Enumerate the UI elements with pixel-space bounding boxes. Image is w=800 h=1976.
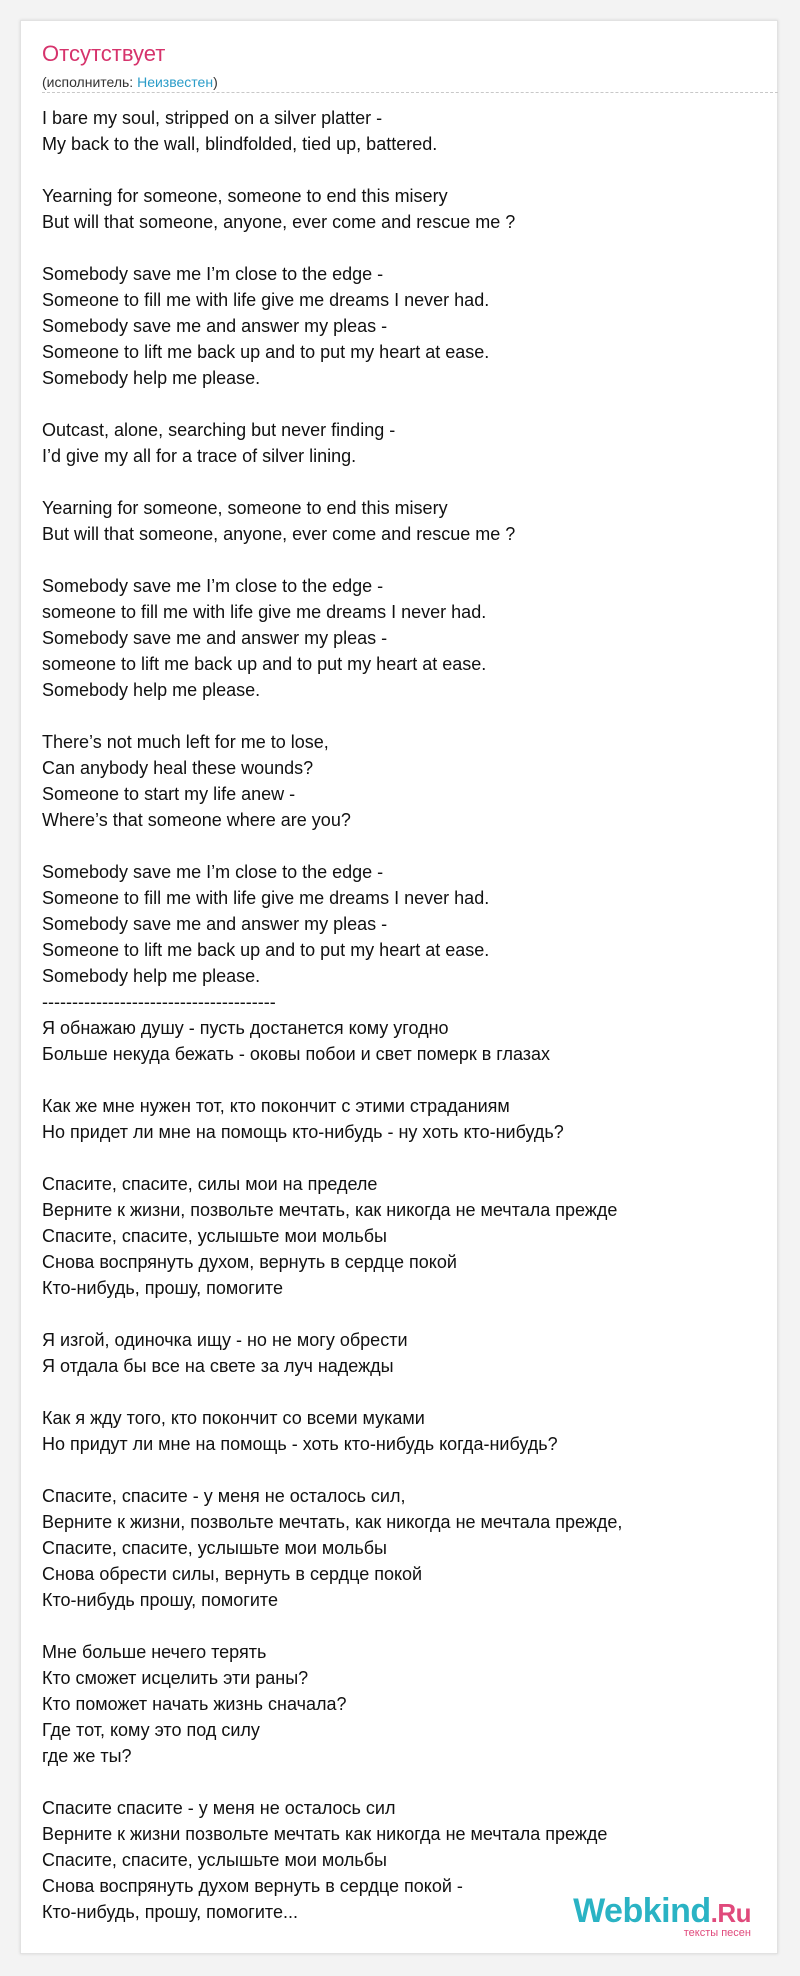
lyric-line: I bare my soul, stripped on a silver platter - bbox=[42, 108, 383, 128]
lyric-line: Somebody save me and answer my pleas - bbox=[42, 316, 388, 336]
lyric-line bbox=[42, 1067, 772, 1093]
lyric-line: someone to lift me back up and to put my heart at ease. bbox=[42, 654, 487, 674]
lyric-line bbox=[42, 1613, 772, 1639]
lyrics-card bbox=[20, 20, 778, 1954]
lyric-line: There’s not much left for me to lose, bbox=[42, 732, 329, 752]
lyric-line bbox=[42, 1769, 772, 1795]
lyric-line: Но придут ли мне на помощь - хоть кто-нибудь когда-нибудь? bbox=[42, 1434, 558, 1454]
lyric-line: Yearning for someone, someone to end this misery bbox=[42, 186, 448, 206]
lyric-line bbox=[42, 1145, 772, 1171]
lyric-line: Спасите, спасите, услышьте мои мольбы bbox=[42, 1538, 387, 1558]
lyric-line: Снова воспрянуть духом вернуть в сердце покой - bbox=[42, 1876, 463, 1896]
lyric-line: Верните к жизни, позвольте мечтать, как никогда не мечтала прежде bbox=[42, 1200, 618, 1220]
lyric-line: Someone to fill me with life give me dreams I never had. bbox=[42, 888, 490, 908]
logo-tagline: тексты песен bbox=[683, 1927, 751, 1939]
lyric-line: Спасите, спасите, силы мои на пределе bbox=[42, 1174, 378, 1194]
lyric-line: Somebody save me I’m close to the edge - bbox=[42, 264, 384, 284]
lyric-line bbox=[42, 1379, 772, 1405]
lyric-line bbox=[42, 1457, 772, 1483]
lyric-line: --------------------------------------- bbox=[42, 992, 276, 1012]
lyric-line: Спасите, спасите - у меня не осталось сил, bbox=[42, 1486, 406, 1506]
artist-suffix: ) bbox=[213, 74, 218, 90]
lyrics-body bbox=[42, 105, 772, 1925]
lyric-line: My back to the wall, blindfolded, tied up, battered. bbox=[42, 134, 438, 154]
lyric-line: Кто-нибудь прошу, помогите bbox=[42, 1590, 278, 1610]
lyric-line: Снова обрести силы, вернуть в сердце покой bbox=[42, 1564, 423, 1584]
lyric-line: Но придет ли мне на помощь кто-нибудь - ну хоть кто-нибудь? bbox=[42, 1122, 564, 1142]
lyric-line: Someone to start my life anew - bbox=[42, 784, 296, 804]
lyric-line: I’d give my all for a trace of silver lining. bbox=[42, 446, 357, 466]
lyric-line: Yearning for someone, someone to end this misery bbox=[42, 498, 448, 518]
lyric-line: someone to fill me with life give me dreams I never had. bbox=[42, 602, 487, 622]
lyric-line: Where’s that someone where are you? bbox=[42, 810, 351, 830]
logo-tld: .Ru bbox=[710, 1898, 751, 1928]
artist-prefix: (исполнитель: bbox=[42, 74, 138, 90]
lyric-line: Кто сможет исцелить эти раны? bbox=[42, 1668, 309, 1688]
lyric-line bbox=[42, 703, 772, 729]
lyric-line: But will that someone, anyone, ever come and rescue me ? bbox=[42, 212, 516, 232]
lyric-line: Somebody help me please. bbox=[42, 966, 261, 986]
lyric-line bbox=[42, 469, 772, 495]
lyric-line: Я обнажаю душу - пусть достанется кому угодно bbox=[42, 1018, 449, 1038]
lyric-line: Кто-нибудь, прошу, помогите... bbox=[42, 1902, 298, 1922]
lyric-line: Someone to lift me back up and to put my heart at ease. bbox=[42, 342, 490, 362]
lyric-line: Can anybody heal these wounds? bbox=[42, 758, 314, 778]
lyric-line: Somebody save me I’m close to the edge - bbox=[42, 576, 384, 596]
artist-line bbox=[42, 73, 218, 91]
lyric-line: Снова воспрянуть духом, вернуть в сердце покой bbox=[42, 1252, 457, 1272]
lyric-line: Где тот, кому это под силу bbox=[42, 1720, 260, 1740]
lyric-line: Someone to lift me back up and to put my heart at ease. bbox=[42, 940, 490, 960]
lyric-line bbox=[42, 391, 772, 417]
lyric-line: Мне больше нечего терять bbox=[42, 1642, 267, 1662]
title-divider bbox=[42, 92, 778, 93]
lyric-line: Я изгой, одиночка ищу - но не могу обрести bbox=[42, 1330, 408, 1350]
lyric-line: Спасите, спасите, услышьте мои мольбы bbox=[42, 1226, 387, 1246]
lyric-line: Как же мне нужен тот, кто покончит с этими страданиям bbox=[42, 1096, 510, 1116]
lyric-line: Как я жду того, кто покончит со всеми муками bbox=[42, 1408, 425, 1428]
lyric-line bbox=[42, 833, 772, 859]
lyric-line: где же ты? bbox=[42, 1746, 132, 1766]
lyric-line: Верните к жизни позвольте мечтать как никогда не мечтала прежде bbox=[42, 1824, 608, 1844]
lyric-line: Outcast, alone, searching but never finding - bbox=[42, 420, 396, 440]
lyric-line: Somebody help me please. bbox=[42, 680, 261, 700]
lyric-line: Кто-нибудь, прошу, помогите bbox=[42, 1278, 283, 1298]
lyric-line: Somebody save me and answer my pleas - bbox=[42, 914, 388, 934]
lyric-line: Somebody save me and answer my pleas - bbox=[42, 628, 388, 648]
lyric-line: Спасите, спасите, услышьте мои мольбы bbox=[42, 1850, 387, 1870]
lyric-line: Somebody save me I’m close to the edge - bbox=[42, 862, 384, 882]
lyric-line bbox=[42, 547, 772, 573]
lyric-line bbox=[42, 157, 772, 183]
lyric-line: Someone to fill me with life give me dreams I never had. bbox=[42, 290, 490, 310]
site-logo[interactable] bbox=[573, 1893, 751, 1939]
lyric-line: But will that someone, anyone, ever come and rescue me ? bbox=[42, 524, 516, 544]
artist-link[interactable]: Неизвестен bbox=[137, 74, 214, 90]
lyric-line: Я отдала бы все на свете за луч надежды bbox=[42, 1356, 394, 1376]
lyric-line: Somebody help me please. bbox=[42, 368, 261, 388]
lyric-line: Больше некуда бежать - оковы побои и свет померк в глазах bbox=[42, 1044, 551, 1064]
lyric-line bbox=[42, 235, 772, 261]
page-title: Отсутствует bbox=[42, 41, 166, 66]
lyric-line bbox=[42, 1301, 772, 1327]
lyric-line: Кто поможет начать жизнь сначала? bbox=[42, 1694, 347, 1714]
lyric-line: Спасите спасите - у меня не осталось сил bbox=[42, 1798, 396, 1818]
lyric-line: Верните к жизни, позвольте мечтать, как никогда не мечтала прежде, bbox=[42, 1512, 623, 1532]
logo-brand: Webkind bbox=[573, 1892, 711, 1930]
